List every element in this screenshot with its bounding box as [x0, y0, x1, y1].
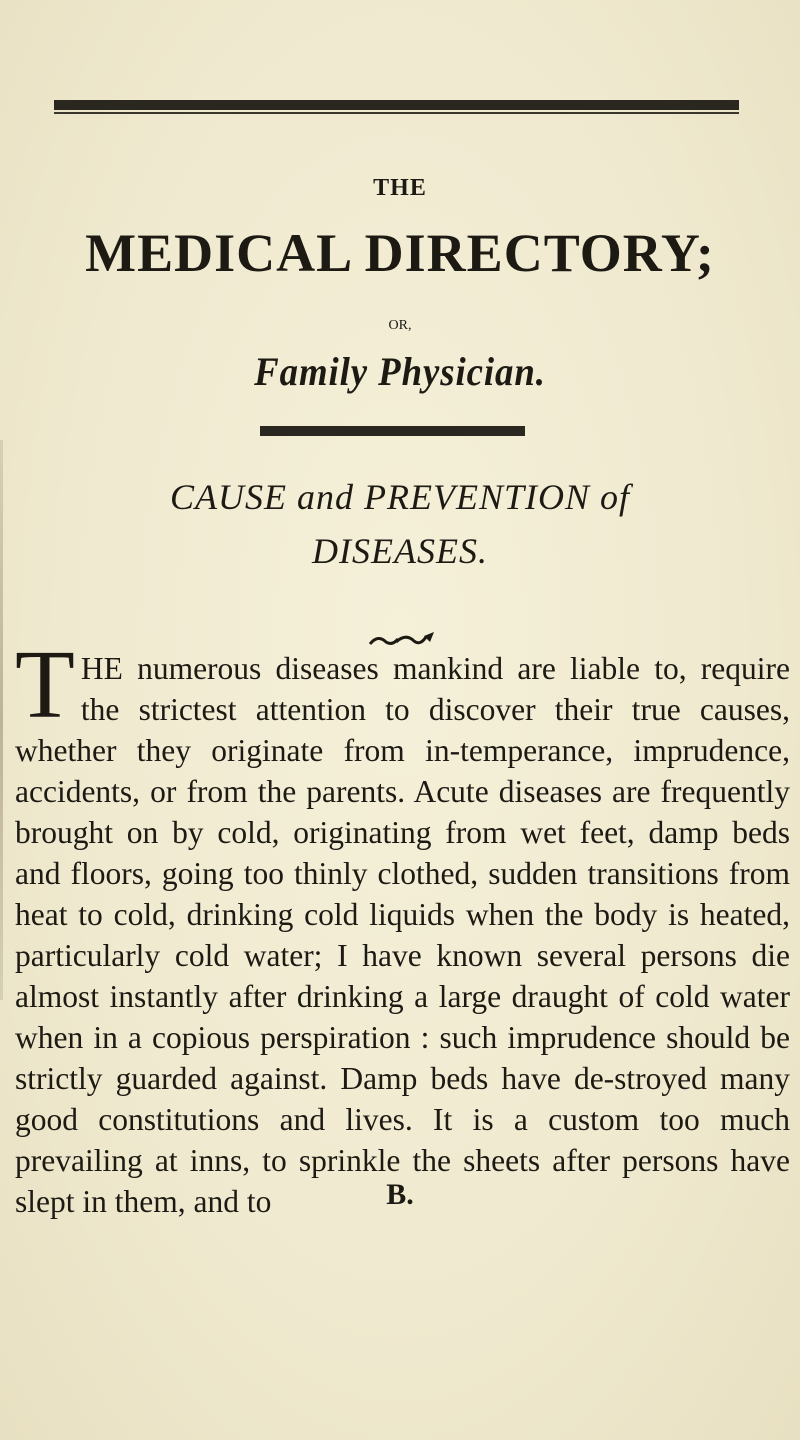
body-paragraph-text: HE numerous diseases mankind are liable to, require the strictest attention to discover their true causes, whether they originate from in-temperance, imprudence, accidents, or from the parents. Acute diseases are frequently brought on by cold, originating from wet feet, damp beds and floors, going too thinly clothed, sudden transitions from heat to cold, drinking cold liquids when the body is heated, particularly cold water; I have known several persons die almost instantly after drinking a large draught of cold water when in a copious perspiration : such imprudence should be strictly guarded against. Damp beds have de-stroyed many good constitutions and lives. It is a custom too much prevailing at inns, to sprinkle the sheets after persons have slept in them, and to — [15, 651, 790, 1219]
middle-rule — [260, 426, 525, 436]
title-prefix: THE — [373, 175, 427, 201]
drop-cap: T — [15, 631, 75, 739]
title-connector: OR, — [388, 318, 412, 333]
section-heading — [0, 470, 800, 578]
signature-mark: B. — [386, 1178, 414, 1211]
page-subtitle: Family Physician. — [254, 349, 546, 394]
page-title: MEDICAL DIRECTORY; — [85, 223, 715, 283]
top-rule — [54, 100, 739, 110]
section-heading-line-1: CAUSE and PREVENTION of — [170, 477, 630, 517]
ornament-icon — [368, 630, 438, 650]
section-heading-line-2: DISEASES. — [312, 531, 488, 571]
body-paragraph — [15, 631, 790, 1222]
page-edge — [0, 440, 3, 1000]
